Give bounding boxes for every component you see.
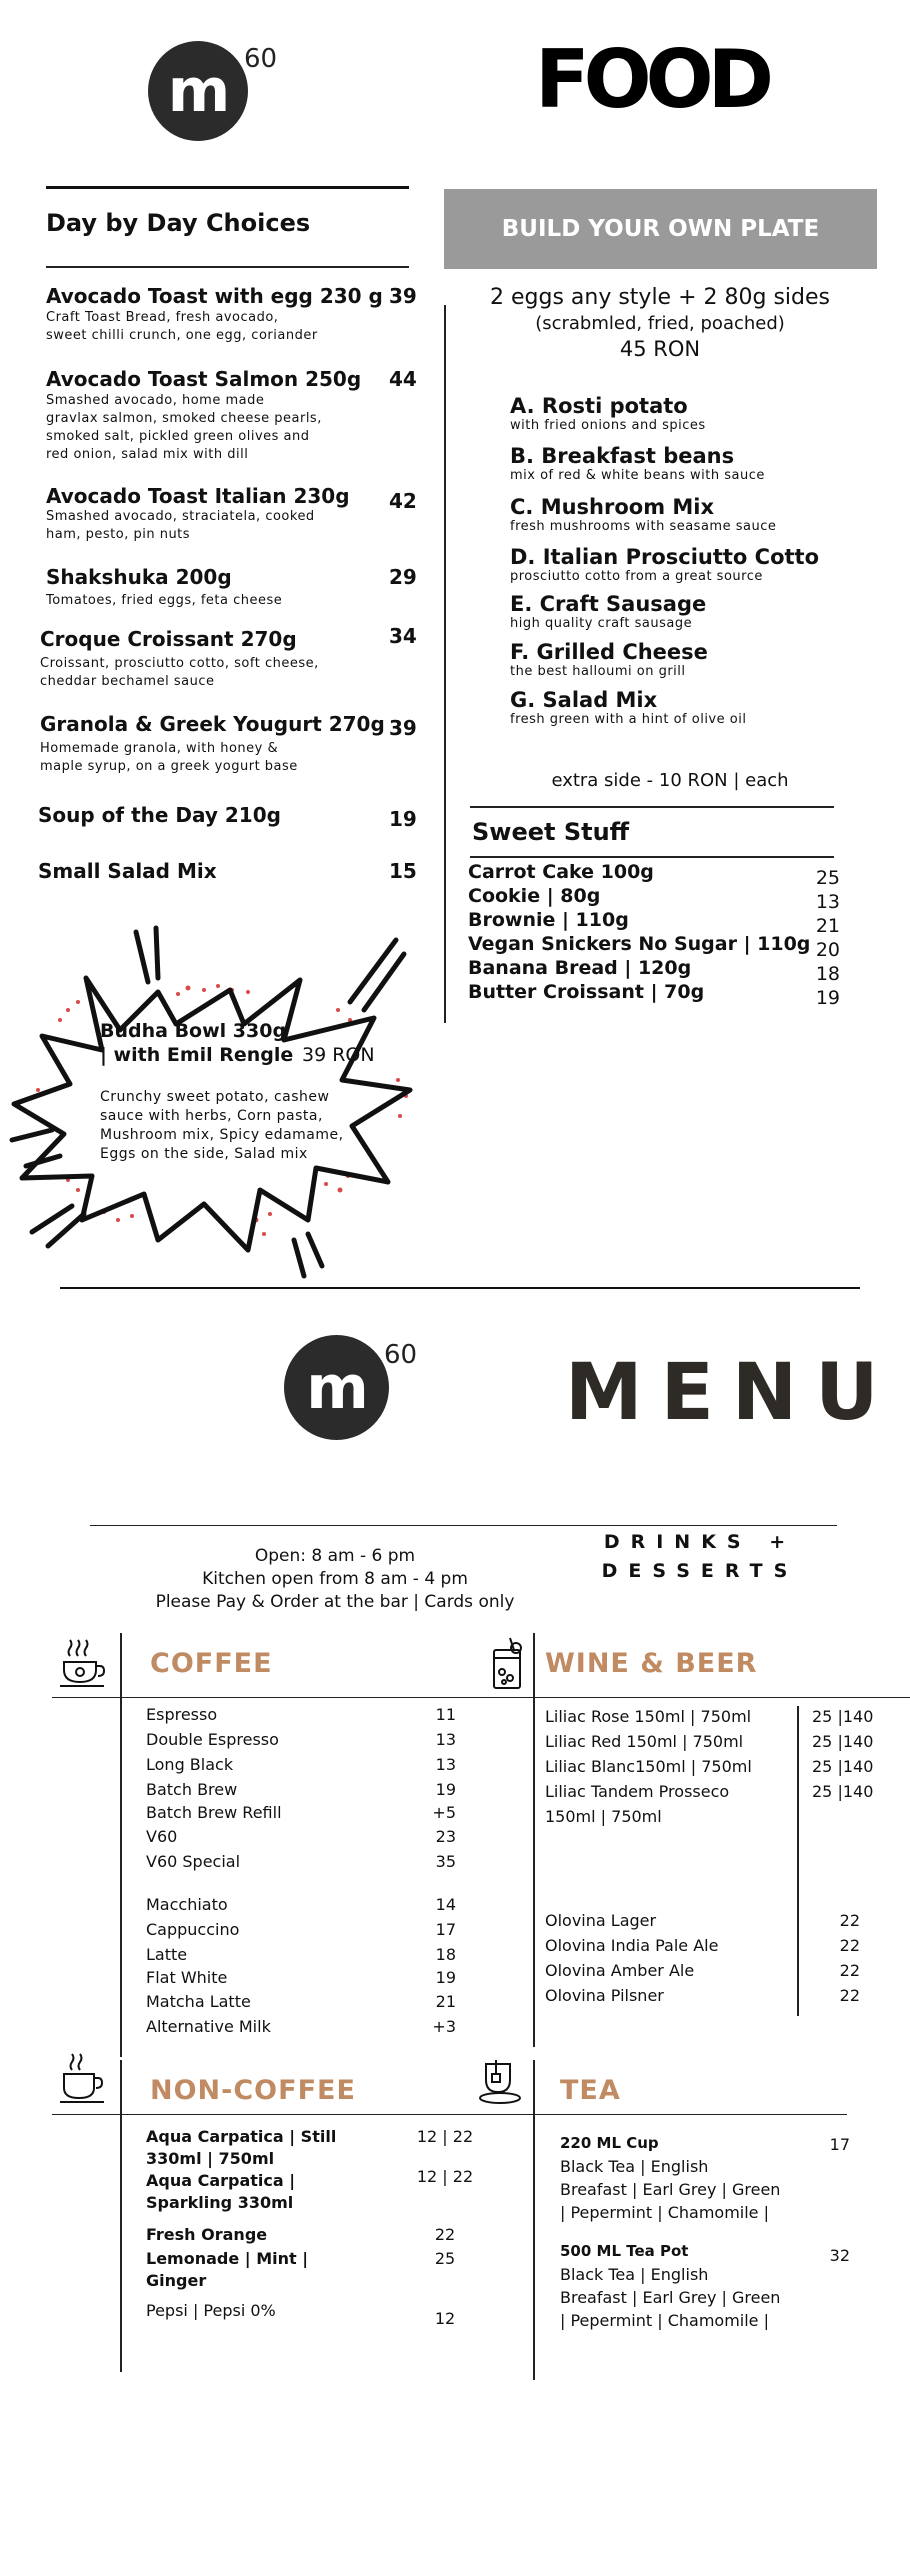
sweet-list: Carrot Cake 100g Cookie | 80g Brownie | 110g Vegan Snickers No Sugar | 110g Banana Bread | 120g Butter Croissant | 70g [468, 861, 811, 1003]
divider [46, 186, 409, 189]
column-divider [533, 2060, 535, 2380]
drink-glass-icon [490, 1636, 526, 1692]
budha-name-line1: Budha Bowl 330g [100, 1020, 287, 1042]
food-item-desc: Craft Toast Bread, fresh avocado, sweet chilli crunch, one egg, coriander [46, 310, 318, 343]
logo-letter: m [306, 1352, 367, 1423]
hot-cup-icon [60, 2052, 106, 2104]
logo-circle [284, 1335, 389, 1440]
section-divider [60, 1287, 860, 1289]
food-item-price: 44 [389, 367, 417, 391]
opening-hours: Open: 8 am - 6 pm Kitchen open from 8 am - 4 pm Please Pay & Order at the bar | Cards only [155, 1546, 515, 1612]
wine-prices: 25 |140 25 |140 25 |140 25 |140 [812, 1707, 874, 1801]
food-title: FOOD [535, 33, 769, 126]
food-item-price: 39 [389, 284, 417, 308]
build-plate-price: 45 RON [619, 337, 701, 361]
noncoffee-prices: 12 | 22 12 | 22 22 25 12 [416, 2127, 474, 2328]
column-divider [120, 2060, 122, 2372]
food-item-desc: Smashed avocado, home made gravlax salmon, smoked cheese pearls, smoked salt, pickled green olives and red onion, salad mix with dill [46, 393, 322, 462]
food-item-name: Croque Croissant 270g [40, 627, 297, 651]
food-item-name: Soup of the Day 210g [38, 803, 281, 827]
drinks-desserts-label: DRINKS + DESSERTS [601, 1531, 799, 1582]
sides-list: A. Rosti potato with fried onions and spices B. Breakfast beans mix of red & white beans with sauce C. Mushroom Mix fresh mushrooms with seasame sauce D. Italian Prosciutto Cotto prosciutto cotto from a great source E. Craft Sausage high quality craft sausage F. Grilled Cheese the best halloumi on grill G. Salad Mix fresh green with a hint of olive oil [510, 394, 820, 727]
divider [90, 1525, 837, 1526]
food-item-desc: Homemade granola, with honey & maple syrup, on a greek yogurt base [40, 741, 298, 774]
coffee-list: Espresso Double Espresso Long Black Batch Brew Batch Brew Refill V60 V60 Special Macchiato Cappuccino Latte Flat White Matcha Latte Alternative Milk [146, 1705, 282, 2036]
noncoffee-list: Aqua Carpatica | Still 330ml | 750ml Aqua Carpatica | Sparkling 330ml Fresh Orange Lemonade | Mint | Ginger Pepsi | Pepsi 0% [146, 2127, 337, 2320]
tea-bag-cup-icon [478, 2056, 524, 2106]
divider [470, 856, 834, 858]
logo-number: 60 [244, 44, 278, 74]
tea-heading: TEA [560, 2075, 621, 2106]
food-item-name: Avocado Toast Salmon 250g [46, 367, 362, 391]
build-plate-banner: BUILD YOUR OWN PLATE [444, 189, 877, 269]
extra-side-note: extra side - 10 RON | each [551, 770, 789, 791]
sweet-prices: 25 13 21 20 18 19 [815, 867, 840, 1009]
tea-price: 17 [829, 2135, 850, 2154]
top-logo [148, 36, 308, 151]
budha-name-line2: | with Emil Rengle [100, 1044, 294, 1066]
column-divider [120, 1697, 122, 2057]
coffee-prices: 11 13 13 19 +5 23 35 14 17 18 19 21 +3 [432, 1705, 456, 2036]
food-item-price: 29 [389, 565, 417, 589]
budha-desc: Crunchy sweet potato, cashew sauce with herbs, Corn pasta, Mushroom mix, Spicy edamame, Eggs on the side, Salad mix [100, 1089, 344, 1162]
coffee-cup-icon [60, 1636, 106, 1690]
food-item-price: 34 [389, 624, 417, 648]
food-item-price: 39 [389, 716, 417, 740]
food-item-price: 42 [389, 489, 417, 513]
tea-list: 220 ML Cup Black Tea | English Breafast | Earl Grey | Green | Pepermint | Chamomile | 500 ML Tea Pot Black Tea | English Breafast | Earl Grey | Green | Pepermint | Chamomile | [560, 2134, 781, 2330]
divider [470, 806, 834, 808]
food-item-name: Avocado Toast with egg 230 g [46, 284, 383, 308]
column-divider [533, 1697, 535, 2047]
wine-heading: WINE & BEER [545, 1648, 758, 1679]
beer-prices: 22 22 22 22 [839, 1911, 860, 2005]
budha-bowl [100, 1020, 400, 1164]
food-item-desc: Croissant, prosciutto cotto, soft cheese, cheddar bechamel sauce [40, 656, 319, 689]
food-item-name: Avocado Toast Italian 230g [46, 484, 350, 508]
divider [52, 2114, 847, 2115]
divider [46, 266, 409, 268]
food-item-desc: Smashed avocado, straciatela, cooked ham, pesto, pin nuts [46, 509, 315, 542]
food-item-desc: Tomatoes, fried eggs, feta cheese [46, 593, 283, 608]
menu-title: MENU [565, 1348, 897, 1438]
food-item-name: Shakshuka 200g [46, 565, 232, 589]
wine-list: Liliac Rose 150ml | 750ml Liliac Red 150ml | 750ml Liliac Blanc150ml | 750ml Liliac Tandem Prosseco 150ml | 750ml [545, 1707, 752, 1826]
beer-list: Olovina Lager Olovina India Pale Ale Olovina Amber Ale Olovina Pilsner [545, 1911, 719, 2005]
build-plate-line2: (scrabmled, fried, poached) [535, 313, 785, 334]
logo-letter: m [167, 56, 229, 126]
coffee-heading: COFFEE [150, 1648, 273, 1679]
sweet-heading: Sweet Stuff [472, 818, 630, 846]
food-item-name: Granola & Greek Yougurt 270g [40, 712, 385, 736]
logo-circle [148, 41, 248, 141]
food-item-price: 19 [389, 807, 417, 831]
food-item-name: Small Salad Mix [38, 859, 217, 883]
column-divider [797, 1706, 799, 2016]
column-divider [533, 1633, 535, 1698]
divider [52, 1697, 910, 1698]
tea-price: 32 [829, 2246, 850, 2265]
budha-price: 39 RON [302, 1044, 375, 1066]
noncoffee-heading: NON-COFFEE [150, 2075, 356, 2106]
column-divider [444, 305, 446, 1023]
build-plate-line1: 2 eggs any style + 2 80g sides [489, 285, 830, 310]
food-item-price: 15 [389, 859, 417, 883]
bottom-logo [284, 1330, 444, 1445]
column-divider [120, 1633, 122, 1698]
day-choices-heading: Day by Day Choices [46, 209, 311, 237]
logo-number: 60 [384, 1340, 418, 1370]
